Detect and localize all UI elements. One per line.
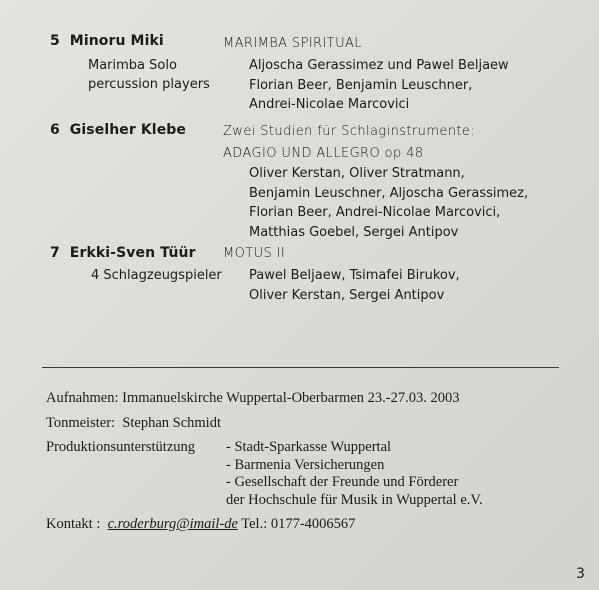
support-item: - Barmenia Versicherungen [226, 456, 385, 473]
players-line: Aljoscha Gerassimez und Pawel Beljaew [249, 58, 509, 73]
entry-heading [50, 33, 164, 49]
players-list [249, 266, 460, 305]
recording-value: Immanuelskirche Wuppertal-Oberbarmen 23.-27.03. 2003 [122, 390, 460, 406]
recording-credit [46, 390, 460, 407]
instrumentation-line: Marimba Solo [88, 58, 177, 73]
support-label: Produktionsunterstützung [46, 439, 196, 455]
support-list [226, 439, 483, 509]
contact-email-link[interactable]: c.roderburg@imail-de [107, 516, 238, 532]
support-item: - Gesellschaft der Freunde und Förderer [226, 474, 459, 490]
entry-number: 5 [50, 33, 60, 49]
recording-label: Aufnahmen: [46, 390, 119, 406]
players-line: Pawel Beljaew, Tsimafei Birukov, [249, 268, 460, 283]
support-item: - Stadt-Sparkasse Wuppertal [226, 439, 392, 455]
page-number: 3 [576, 566, 585, 582]
players-list [249, 56, 509, 115]
divider-line [42, 367, 559, 368]
players-line: Oliver Kerstan, Oliver Stratmann, [249, 166, 465, 181]
players-line: Florian Beer, Andrei-Nicolae Marcovici, [249, 205, 501, 220]
instrumentation [91, 266, 222, 285]
instrumentation [88, 56, 210, 94]
work-title: MOTUS II [223, 246, 286, 261]
support-item: der Hochschule für Musik in Wuppertal e.V. [226, 491, 483, 508]
contact-phone: Tel.: 0177-4006567 [241, 516, 356, 532]
composer-name: Giselher Klebe [69, 122, 187, 138]
contact-line [46, 516, 355, 533]
tonmeister-value: Stephan Schmidt [122, 415, 221, 431]
composer-name: Minoru Miki [69, 33, 164, 49]
work-subtitle: ADAGIO UND ALLEGRO op 48 [223, 146, 424, 161]
players-line: Florian Beer, Benjamin Leuschner, [249, 77, 473, 93]
entry-number: 6 [50, 122, 60, 138]
players-line: Benjamin Leuschner, Aljoscha Gerassimez, [249, 185, 529, 201]
entry-heading [50, 122, 186, 138]
players-line: Matthias Goebel, Sergei Antipov [249, 224, 459, 240]
contact-label: Kontakt : [46, 516, 101, 532]
players-line: Andrei-Nicolae Marcovici [249, 97, 410, 112]
instrumentation-line: 4 Schlagzeugspieler [91, 268, 222, 283]
work-title: MARIMBA SPIRITUAL [223, 36, 362, 51]
composer-name: Erkki-Sven Tüür [69, 245, 196, 261]
instrumentation-line: percussion players [88, 77, 210, 92]
entry-number: 7 [50, 245, 60, 261]
players-list [249, 164, 528, 242]
entry-heading [50, 245, 196, 261]
work-title: Zwei Studien für Schlaginstrumente: [223, 124, 476, 139]
tonmeister-credit [46, 415, 221, 432]
players-line: Oliver Kerstan, Sergei Antipov [249, 287, 445, 303]
tonmeister-label: Tonmeister: [46, 415, 116, 431]
